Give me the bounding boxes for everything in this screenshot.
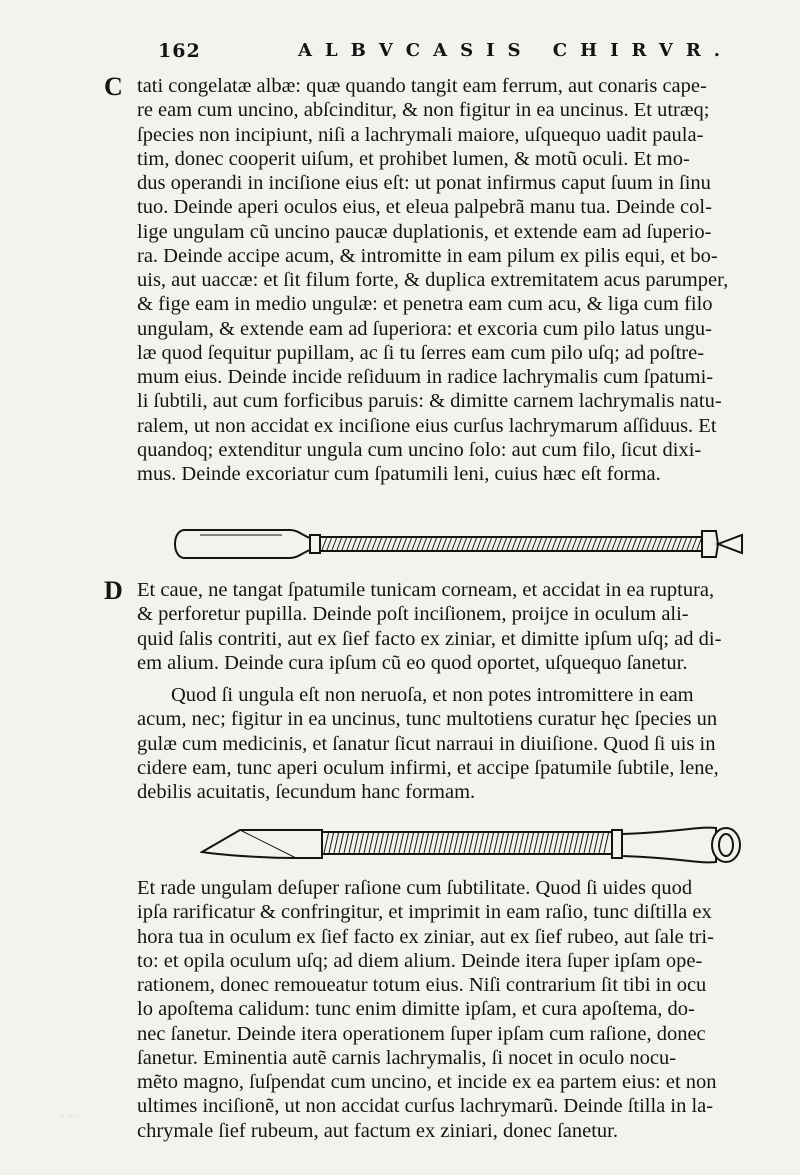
text-line: mus. Deinde excoriatur cum ſpatumili leni, cuius hæc eſt forma. bbox=[137, 463, 661, 485]
text-line: nec ſanetur. Deinde itera operationem ſuper ipſam cum raſione, donec bbox=[137, 1022, 706, 1045]
text-line: quandoq; extenditur ungula cum uncino ſolo: aut cum filo, ſicut dixi- bbox=[137, 438, 702, 461]
text-line: Quod ſi ungula eſt non neruoſa, et non potes intromittere in eam bbox=[171, 684, 694, 706]
text-line: em alium. Deinde cura ipſum cũ eo quod oportet, uſquequo ſanetur. bbox=[137, 651, 688, 674]
text-line: Et rade ungulam deſuper raſione cum ſubtilitate. Quod ſi uides quod bbox=[137, 877, 693, 899]
text-line: li ſubtili, aut cum forficibus paruis: & dimitte carnem lachrymalis natu- bbox=[137, 390, 722, 413]
text-line: ſanetur. Eminentia autẽ carnis lachrymalis, ſi nocet in oculo nocu- bbox=[137, 1046, 677, 1069]
text-line: tati congelatæ albæ: quæ quando tangit eam ferrum, aut conaris cape- bbox=[137, 75, 707, 97]
text-line: & perforetur pupilla. Deinde poſt inciſionem, proijce in oculum ali- bbox=[137, 603, 689, 626]
text-line: ungulam, & extende eam ad ſuperiora: et excoria cum pilo latus ungu- bbox=[137, 317, 712, 340]
text-line: cidere eam, tunc aperi oculum infirmi, et accipe ſpatumile ſubtile, lene, bbox=[137, 756, 719, 779]
text-line: uis, aut uaccæ: et ſit filum forte, & duplica extremitatem acus parumper, bbox=[137, 269, 729, 291]
text-line: ra. Deinde accipe acum, & intromitte in eam pilum ex pilis equi, et bo- bbox=[137, 244, 718, 267]
text-line: mẽto magno, ſuſpendat cum uncino, et incide ex ea partem eius: et non bbox=[137, 1071, 717, 1093]
text-line: tim, donec cooperit uiſum, et prohibet lumen, & motũ oculi. Et mo- bbox=[137, 147, 690, 170]
section-final-text bbox=[137, 876, 767, 1143]
text-line: ipſa rarificatur & confringitur, et imprimit in eam raſio, tunc diſtilla ex bbox=[137, 901, 712, 924]
text-line: ſpecies non incipiunt, niſi a lachrymali maiore, uſquequo uadit paula- bbox=[137, 123, 704, 146]
text-line: & fige eam in medio ungulæ: et penetra eam cum acu, & liga cum filo bbox=[137, 293, 713, 316]
page-header bbox=[158, 40, 768, 68]
text-line: re eam cum uncino, abſcinditur, & non figitur in ea uncinus. Et utræq; bbox=[137, 99, 710, 122]
text-line: hora tua in oculum ex ſief facto ex ziniar, aut ex ſief rubeo, aut ſale tri- bbox=[137, 925, 714, 948]
text-line: tuo. Deinde aperi oculos eius, et eleua palpebrã manu tua. Deinde col- bbox=[137, 196, 712, 219]
section-d-text bbox=[137, 578, 767, 675]
spatumile-subtile-illustration bbox=[200, 818, 780, 872]
text-line: lige ungulam cũ uncino paucæ duplationis, et extende eam ad ſuperio- bbox=[137, 220, 712, 243]
text-line: chrymale ſief rubeum, aut factum ex ziniari, donec ſanetur. bbox=[137, 1119, 618, 1142]
text-line: acum, nec; figitur in ea uncinus, tunc multotiens curatur hęc ſpecies un bbox=[137, 708, 718, 731]
text-line: rationem, donec remoueatur totum eius. Niſi contrarium ſit tibi in ocu bbox=[137, 974, 707, 996]
text-line: Et caue, ne tangat ſpatumile tunicam corneam, et accidat in ea ruptura, bbox=[137, 579, 715, 601]
bleed-through-mark: · · · bbox=[60, 1108, 80, 1123]
text-line: debilis acuitatis, ſecundum hanc formam. bbox=[137, 781, 476, 803]
spatumile-subtile-drawing bbox=[200, 818, 750, 872]
running-title: ALBVCASIS CHIRVR. bbox=[298, 40, 734, 61]
text-line: gulæ cum medicinis, et ſanatur ſicut narraui in diuiſione. Quod ſi uis in bbox=[137, 732, 716, 755]
text-line: to: et opila oculum uſq; ad diem alium. Deinde itera ſuper ipſam ope- bbox=[137, 949, 703, 972]
section-c-text bbox=[137, 74, 767, 486]
text-line: dus operandi in inciſione eius eſt: ut ponat infirmus caput ſuum in ſinu bbox=[137, 172, 711, 194]
spatumile-lene-drawing bbox=[170, 517, 750, 571]
text-line: ultimes inciſionẽ, ut non accidat curſus lachrymarũ. Deinde ſtilla in la- bbox=[137, 1095, 714, 1118]
section-quod-text bbox=[137, 683, 767, 804]
margin-letter-c: C bbox=[104, 72, 123, 101]
spatumile-lene-illustration bbox=[170, 517, 750, 571]
text-line: mum eius. Deinde incide reſiduum in radice lachrymalis cum ſpatumi- bbox=[137, 366, 714, 388]
text-line: læ quod ſequitur pupillam, ac ſi tu ſerres eam cum pilo uſq; ad poſtre- bbox=[137, 341, 705, 364]
margin-letter-d: D bbox=[104, 576, 123, 605]
text-line: lo apoſtema calidum: tunc enim dimitte ipſam, et cura apoſtema, do- bbox=[137, 998, 695, 1021]
folio-number: 162 bbox=[158, 40, 201, 62]
text-line: quid ſalis contriti, aut ex ſief facto ex ziniar, et dimitte ipſum uſq; ad di- bbox=[137, 627, 722, 650]
text-line: ralem, ut non accidat ex inciſione eius curſus lachrymarum aſſiduus. Et bbox=[137, 414, 717, 437]
